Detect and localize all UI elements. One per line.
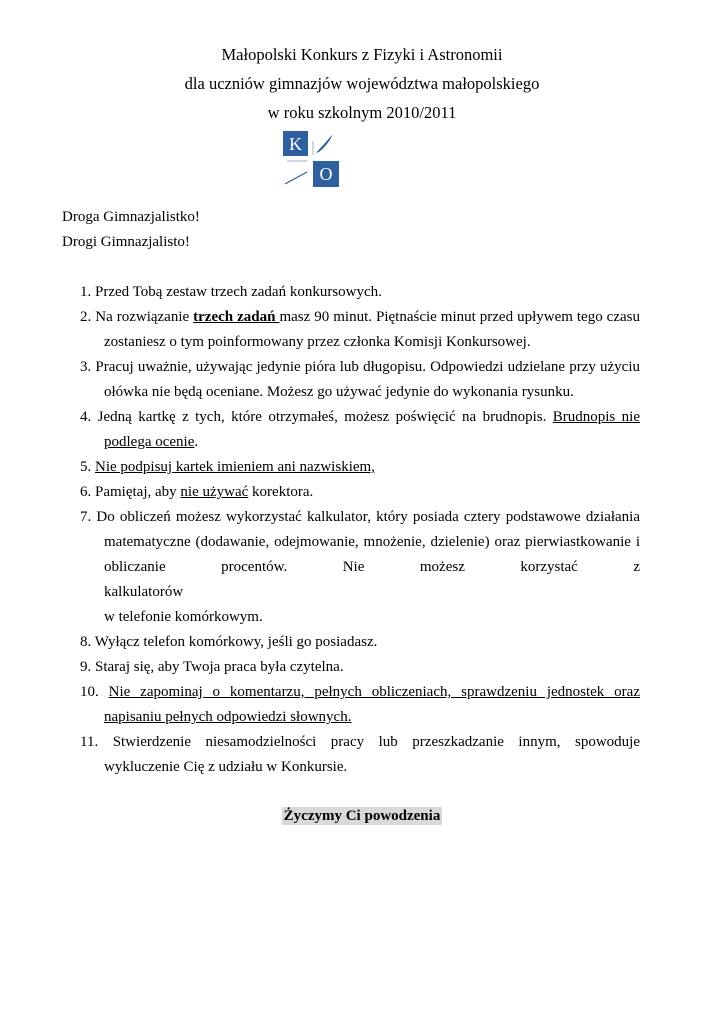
rule-6-text-a: 6. Pamiętaj, aby xyxy=(80,484,181,500)
document-header xyxy=(0,40,724,127)
closing-text: Życzymy Ci powodzenia xyxy=(283,808,441,824)
rule-1-text: 1. Przed Tobą zestaw trzech zadań konkursowych. xyxy=(80,284,382,300)
rule-5-number: 5. xyxy=(80,459,95,475)
rule-2-text-a: 2. Na rozwiązanie xyxy=(80,309,194,325)
rule-11-line-1 xyxy=(80,730,640,755)
greeting-line-1: Droga Gimnazjalistko! xyxy=(62,209,200,225)
rule-10-line-2 xyxy=(80,705,640,730)
rule-3-line-2 xyxy=(80,380,640,405)
rule-9 xyxy=(80,655,640,680)
rule-4-line-1 xyxy=(80,405,640,430)
rule-2-line-1 xyxy=(80,305,640,330)
rule-9-text: 9. Staraj się, aby Twoja praca była czytelna. xyxy=(80,659,344,675)
rule-3-text-b: ołówka nie będą oceniane. Możesz go używać jedynie do wykonania rysunku. xyxy=(104,384,574,400)
rule-10-underlined-b: napisaniu pełnych odpowiedzi słownych. xyxy=(104,709,352,725)
rule-7-line-3 xyxy=(80,555,640,605)
rule-11-text-a: 11. Stwierdzenie niesamodzielności pracy lub przeszkadzanie innym, spowoduje xyxy=(80,734,640,750)
rule-4-underlined-b: podlega ocenie xyxy=(104,434,195,450)
rule-6 xyxy=(80,480,640,505)
rule-4-line-2 xyxy=(80,430,640,455)
rule-7-text-d: w telefonie komórkowym. xyxy=(104,609,263,625)
logo-letter-o: O xyxy=(319,164,333,184)
logo-letter-k: K xyxy=(289,134,302,154)
header-line-2: dla uczniów gimnazjów województwa małopolskiego xyxy=(184,74,540,93)
contest-logo xyxy=(283,131,339,187)
rule-7-text-a: 7. Do obliczeń możesz wykorzystać kalkulator, który posiada cztery podstawowe działania xyxy=(80,509,640,525)
rule-10-underlined-a: Nie zapominaj o komentarzu, pełnych obliczeniach, sprawdzeniu jednostek oraz xyxy=(108,684,640,700)
quill-icon xyxy=(316,134,333,153)
rule-4-text-d: . xyxy=(194,434,199,450)
rule-2-text-c: masz 90 minut. Piętnaście minut przed upływem tego czasu xyxy=(279,309,640,325)
closing-wish xyxy=(0,808,724,825)
rule-10-number: 10. xyxy=(80,684,109,700)
rule-7-line-2 xyxy=(80,530,640,555)
logo-pen-line xyxy=(285,172,307,184)
rule-11-text-b: wykluczenie Cię z udziału w Konkursie. xyxy=(104,759,348,775)
rule-7-text-b: matematyczne (dodawanie, odejmowanie, mnożenie, dzielenie) oraz pierwiastkowanie i xyxy=(104,534,640,550)
rule-7-text-c: obliczanie procentów. Nie możesz korzystać z kalkulatorów xyxy=(104,559,640,600)
rule-4-text-a: 4. Jedną kartkę z tych, które otrzymałeś, możesz poświęcić na brudnopis. xyxy=(80,409,553,425)
rule-11-line-2 xyxy=(80,755,640,780)
rule-3-text-a: 3. Pracuj uważnie, używając jedynie pióra lub długopisu. Odpowiedzi udzielane przy użyciu xyxy=(80,359,640,375)
rule-2-text-d: zostaniesz o tym poinformowany przez członka Komisji Konkursowej. xyxy=(104,334,531,350)
greeting-line-2: Drogi Gimnazjalisto! xyxy=(62,234,190,250)
rule-2-emphasis: trzech zadań xyxy=(193,309,280,325)
rule-7-line-1 xyxy=(80,505,640,530)
rule-4-underlined-a: Brudnopis nie xyxy=(552,409,640,425)
rule-5-underlined: Nie podpisuj kartek imieniem ani nazwiskiem, xyxy=(95,459,375,475)
greeting xyxy=(62,205,200,255)
rule-5 xyxy=(80,455,640,480)
rule-3-line-1 xyxy=(80,355,640,380)
rule-1 xyxy=(80,280,640,305)
rules-list xyxy=(80,280,640,780)
rule-8-text: 8. Wyłącz telefon komórkowy, jeśli go posiadasz. xyxy=(80,634,378,650)
rule-6-underlined: nie używać xyxy=(180,484,249,500)
header-line-1: Małopolski Konkurs z Fizyki i Astronomii xyxy=(221,45,503,64)
rule-7-line-4 xyxy=(80,605,640,630)
rule-6-text-c: korektora. xyxy=(248,484,314,500)
rule-2-line-2 xyxy=(80,330,640,355)
rule-10-line-1 xyxy=(80,680,640,705)
header-line-3: w roku szkolnym 2010/2011 xyxy=(267,103,457,122)
rule-8 xyxy=(80,630,640,655)
